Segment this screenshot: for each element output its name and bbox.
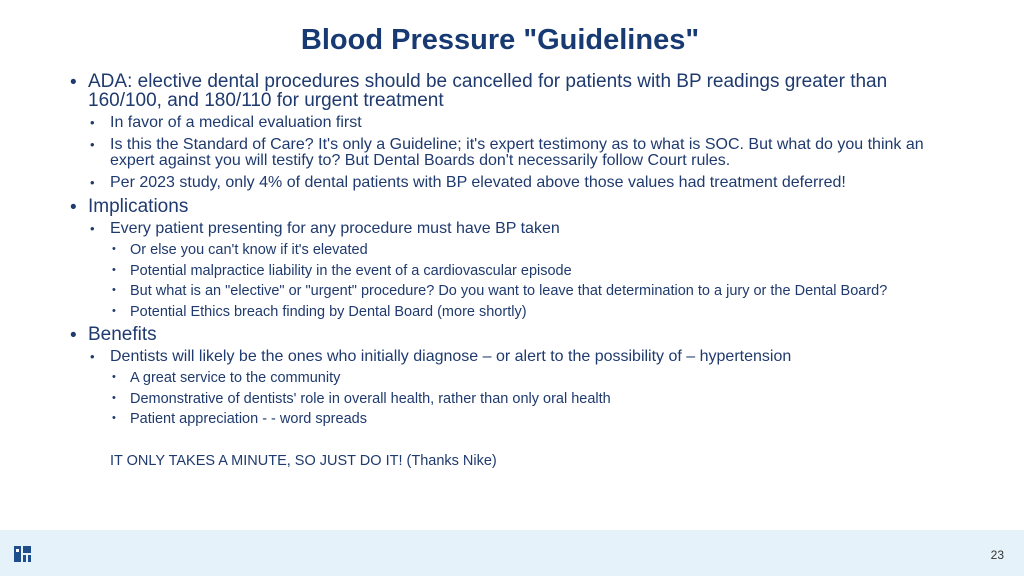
bullet-malpractice: • Potential malpractice liability in the event of a cardiovascular episode	[70, 264, 960, 279]
bullet-diagnose: • Dentists will likely be the ones who initially diagnose – or alert to the possibility of – hypertension	[70, 349, 960, 365]
brand-logo-icon	[14, 546, 31, 562]
closing-statement: IT ONLY TAKES A MINUTE, SO JUST DO IT! (Thanks Nike)	[110, 452, 497, 469]
bullet-community-service: • A great service to the community	[70, 371, 960, 386]
bullet-ethics-breach: • Potential Ethics breach finding by Dental Board (more shortly)	[70, 305, 960, 320]
page-number: 23	[990, 548, 1004, 562]
bullet-implications: • Implications	[70, 197, 960, 216]
bullet-2023-study: • Per 2023 study, only 4% of dental patients with BP elevated above those values had treatment deferred!	[70, 175, 960, 191]
bullet-patient-appreciation: • Patient appreciation - - word spreads	[70, 412, 960, 427]
bullet-standard-of-care: • Is this the Standard of Care? It's only a Guideline; it's expert testimony as to what is SOC. But what do you think an expert against you will testify to? But Dental Boards don't necessarily follow Court rules.	[70, 137, 960, 169]
footer	[0, 530, 1024, 576]
bullet-overall-health: • Demonstrative of dentists' role in overall health, rather than only oral health	[70, 392, 960, 407]
bullet-medical-evaluation: • In favor of a medical evaluation first	[70, 115, 960, 131]
bullet-list	[70, 72, 960, 469]
bullet-ada-guideline: • ADA: elective dental procedures should be cancelled for patients with BP readings greater than 160/100, and 180/110 for urgent treatment	[70, 72, 960, 110]
bullet-cant-know: • Or else you can't know if it's elevated	[70, 243, 960, 258]
slide-title: Blood Pressure "Guidelines"	[300, 24, 700, 56]
bullet-bp-taken: • Every patient presenting for any procedure must have BP taken	[70, 221, 960, 237]
spacer	[70, 433, 960, 453]
bullet-elective-urgent: • But what is an "elective" or "urgent" procedure? Do you want to leave that determination to a jury or the Dental Board?	[70, 284, 960, 299]
bullet-benefits: • Benefits	[70, 325, 960, 344]
